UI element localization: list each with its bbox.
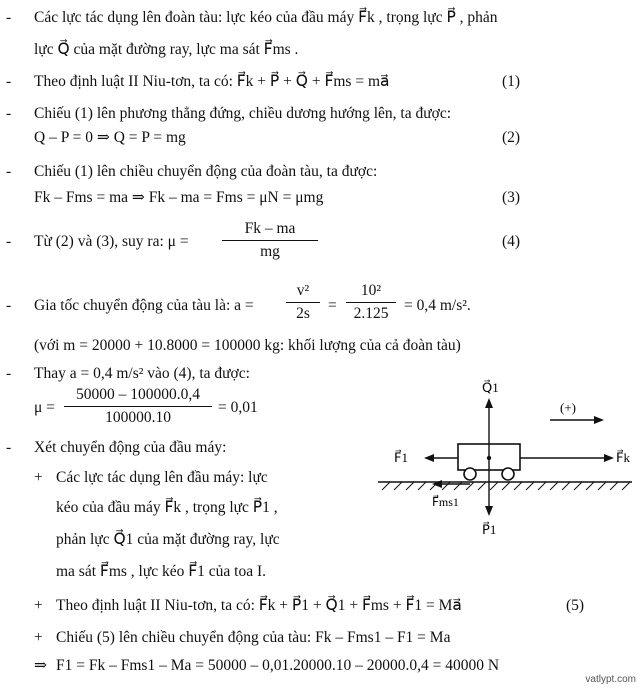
text: Fk – Fms = ma ⇒ Fk – ma = Fms = μN = μmg [34, 189, 324, 206]
plus-direction-arrowhead [594, 416, 604, 424]
fraction-mu-value [64, 386, 212, 427]
q1-label: Q⃗1 [482, 380, 499, 395]
text: Chiếu (5) lên chiều chuyển động của tàu: Fk – Fms1 – F1 = Ma [56, 629, 451, 646]
text: (với m = 20000 + 10.8000 = 100000 kg: khối lượng của cả đoàn tàu) [34, 337, 461, 354]
equation-number-1: (1) [502, 73, 521, 90]
p1-label: P⃗1 [482, 522, 497, 537]
wheel-left [464, 468, 476, 480]
text: Xét chuyển động của đầu máy: [34, 439, 227, 456]
text: Các lực tác dụng lên đầu máy: lực [56, 469, 268, 486]
text: kéo của đầu máy F⃗k , trọng lực P⃗1 , [56, 499, 278, 516]
denominator: mg [260, 243, 280, 260]
bullet: - [6, 9, 12, 26]
text: Từ (2) và (3), suy ra: μ = [34, 233, 189, 250]
wheel-right [502, 468, 514, 480]
bullet: - [6, 365, 12, 382]
text: Thay a = 0,4 m/s² vào (4), ta được: [34, 365, 250, 382]
bullet: - [6, 297, 12, 314]
fraction-mu [222, 220, 318, 261]
plus-label: (+) [560, 400, 576, 415]
equals: = [328, 297, 337, 314]
ground-hatching [382, 482, 630, 490]
equation-number-5: (5) [566, 597, 585, 614]
text: lực Q⃗ của mặt đường ray, lực ma sát F⃗ms . [34, 41, 299, 58]
plus-bullet: + [34, 469, 43, 486]
fk-arrowhead [604, 454, 614, 462]
watermark: vatlypt.com [585, 674, 636, 685]
fraction-10-2 [346, 282, 396, 323]
bullet: - [6, 233, 12, 250]
q1-arrowhead [485, 398, 493, 408]
result: = 0,4 m/s². [404, 297, 471, 314]
equation-number-2: (2) [502, 129, 521, 146]
equation-number-3: (3) [502, 189, 521, 206]
denominator: 2.125 [353, 305, 389, 322]
text: Chiếu (1) lên phương thẳng đứng, chiều dương hướng lên, ta được: [34, 105, 452, 122]
text: Chiếu (1) lên chiều chuyển động của đoàn tàu, ta được: [34, 163, 378, 180]
bullet: - [6, 73, 12, 90]
numerator: 50000 – 100000.0,4 [76, 386, 200, 403]
mu-label: μ = [34, 399, 55, 416]
force-diagram [370, 372, 640, 562]
mu-result: = 0,01 [218, 399, 258, 416]
equation-number-4: (4) [502, 233, 521, 250]
numerator: v² [296, 282, 310, 299]
text: Q – P = 0 ⇒ Q = P = mg [34, 129, 186, 146]
p1-arrowhead [485, 506, 493, 516]
text: F1 = Fk – Fms1 – Ma = 50000 – 0,01.20000.10 – 20000.0,4 = 40000 N [56, 657, 500, 674]
fk-label: F⃗k [616, 450, 630, 465]
f1-label: F⃗1 [394, 450, 408, 465]
text: Theo định luật II Niu-tơn, ta có: F⃗k + P⃗ + Q⃗ + F⃗ms = ma⃗ [34, 73, 390, 90]
f1-arrowhead [424, 454, 434, 462]
denominator: 2s [296, 305, 310, 322]
text: Các lực tác dụng lên đoàn tàu: lực kéo của đầu máy F⃗k , trọng lực P⃗ , phản [34, 9, 498, 26]
plus-bullet: + [34, 597, 43, 614]
bullet: - [6, 163, 12, 180]
implies-arrow: ⇒ [34, 657, 47, 674]
text: phản lực Q⃗1 của mặt đường ray, lực [56, 531, 280, 548]
numerator: 10² [360, 282, 382, 299]
text: Theo định luật II Niu-tơn, ta có: F⃗k + P⃗1 + Q⃗1 + F⃗ms + F⃗1 = Ma⃗ [56, 597, 462, 614]
center-point [487, 456, 491, 460]
numerator: Fk – ma [244, 220, 296, 237]
denominator: 100000.10 [105, 409, 171, 426]
fms1-label: F⃗ms1 [432, 495, 459, 509]
text: Gia tốc chuyển động của tàu là: a = [34, 297, 254, 314]
plus-bullet: + [34, 629, 43, 646]
bullet: - [6, 439, 12, 456]
text: ma sát F⃗ms , lực kéo F⃗1 của toa I. [56, 563, 267, 580]
fraction-v2-2s [286, 282, 320, 323]
bullet: - [6, 105, 12, 122]
